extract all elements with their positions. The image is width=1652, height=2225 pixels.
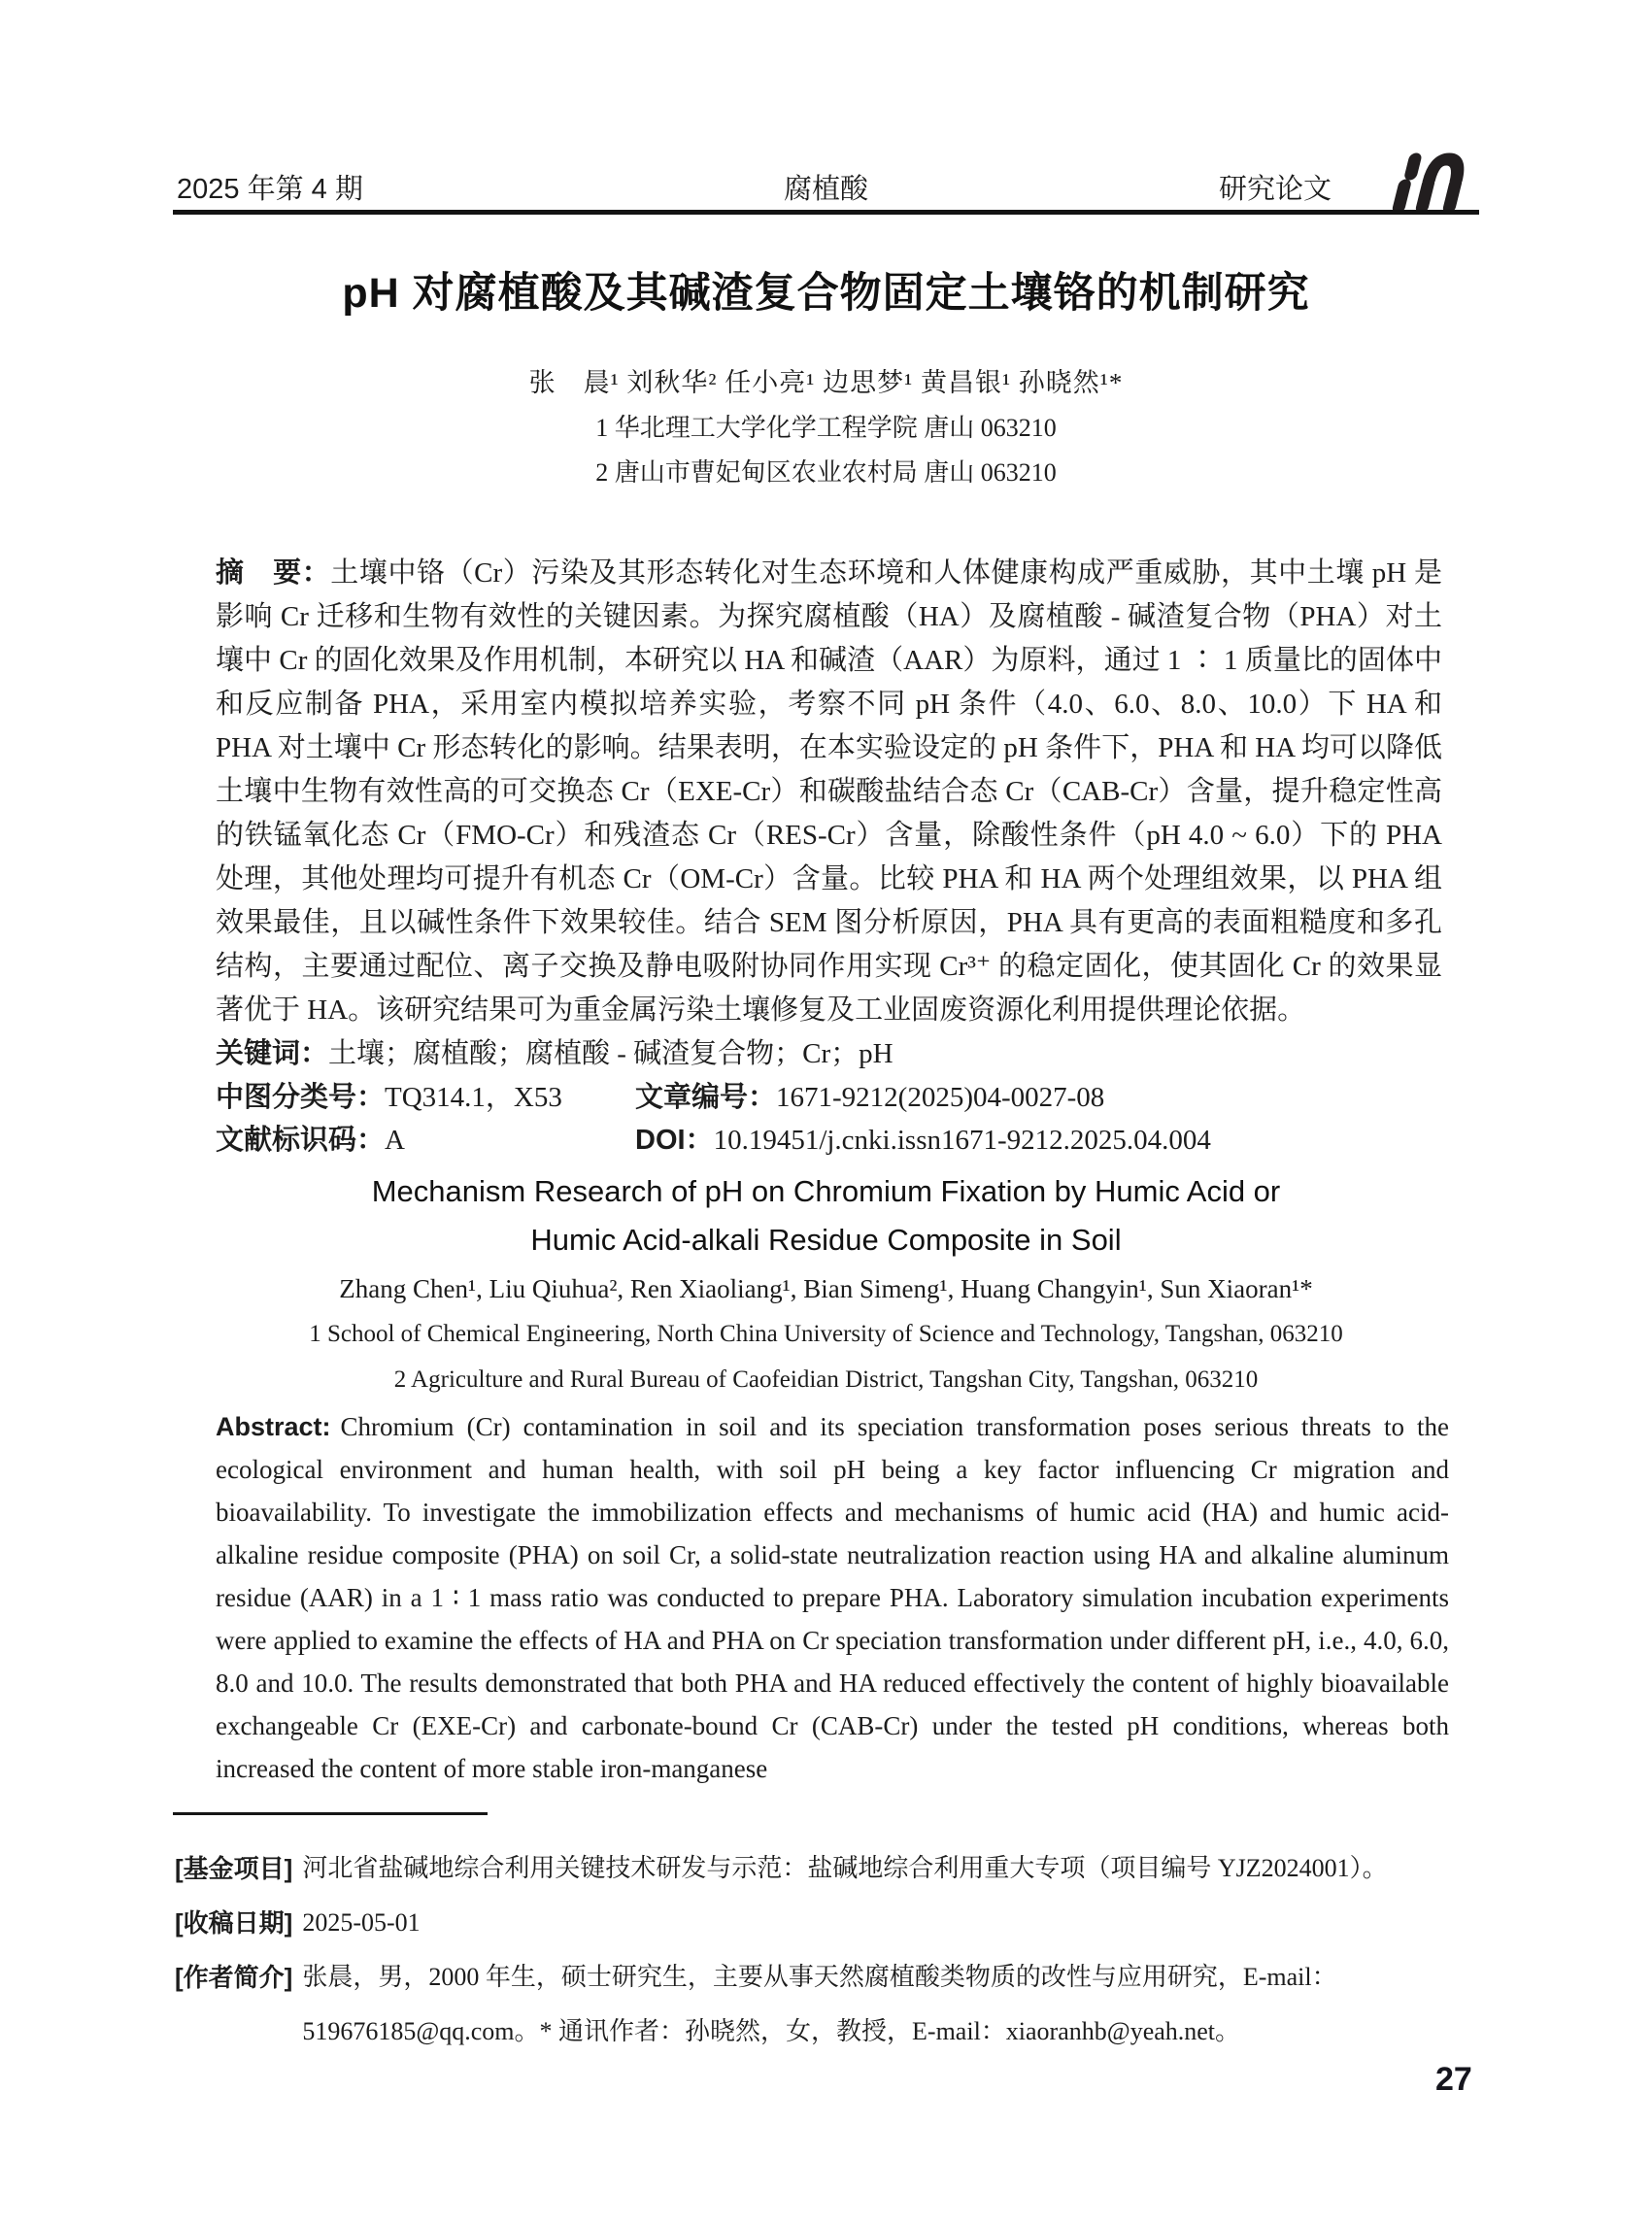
footnote-received-text: 2025-05-01 <box>302 1908 421 1937</box>
abstract-cn-label: 摘 要： <box>216 557 331 589</box>
footnote-fund <box>175 1841 1506 1896</box>
clc-value: TQ314.1，X53 <box>385 1082 562 1113</box>
doc-code-field <box>216 1119 635 1162</box>
paper-title-en-line1: Mechanism Research of pH on Chromium Fixation by Humic Acid or <box>371 1174 1281 1208</box>
header-rule <box>173 210 1479 215</box>
authors-cn: 张 晨¹ 刘秋华² 任小亮¹ 边思梦¹ 黄昌银¹ 孙晓然¹* <box>528 368 1124 397</box>
affiliation-en-1: 1 School of Chemical Engineering, North China University of Science and Technology, Tangshan, 063210 <box>309 1321 1343 1347</box>
paper-title-en-line2: Humic Acid-alkali Residue Composite in Soil <box>530 1223 1122 1257</box>
clc-article-no-line <box>216 1076 1652 1119</box>
doi-value: 10.19451/j.cnki.issn1671-9212.2025.04.004 <box>713 1125 1211 1156</box>
doc-code-label: 文献标识码： <box>216 1125 386 1156</box>
doi-label: DOI： <box>635 1125 714 1156</box>
footnote-fund-label: [基金项目] <box>175 1854 293 1883</box>
abstract-en-label: Abstract: <box>216 1412 331 1441</box>
article-no-value: 1671-9212(2025)04-0027-08 <box>776 1082 1105 1113</box>
keywords-label: 关键词： <box>216 1038 329 1069</box>
footnote-author-bio <box>175 1950 1506 2059</box>
keywords-text: 土壤；腐植酸；腐植酸 - 碱渣复合物；Cr；pH <box>328 1038 893 1069</box>
journal-logo-icon <box>1388 151 1479 213</box>
keywords-line <box>216 1032 1652 1076</box>
paper-title-cn: pH 对腐植酸及其碱渣复合物固定土壤铬的机制研究 <box>342 270 1310 317</box>
header-journal-name: 腐植酸 <box>783 174 868 205</box>
footnote-bio-label: [作者简介] <box>175 1963 293 1992</box>
article-no-label: 文章编号： <box>635 1082 777 1113</box>
footnote-separator-rule <box>173 1812 488 1815</box>
abstract-en-text: Chromium (Cr) contamination in soil and its speciation transformation poses serious threats to the ecological environment and human health, with soil pH being a key factor influencing Cr migration and bioavailability. To investigate the immobilization effects and mechanisms of humic acid (HA) and humic acid-alkaline residue composite (PHA) on soil Cr, a solid-state neutralization reaction using HA and alkaline aluminum residue (AAR) in a 1 ∶ 1 mass ratio was conducted to prepare PHA. Laboratory simulation incubation experiments were applied to examine the effects of HA and PHA on Cr speciation transformation under different pH, i.e., 4.0, 6.0, 8.0 and 10.0. The results demonstrated that both PHA and HA reduced effectively the content of highly bioavailable exchangeable Cr (EXE-Cr) and carbonate-bound Cr (CAB-Cr) under the tested pH conditions, whereas both increased the content of more stable iron-manganese <box>216 1412 1449 1783</box>
clc-label: 中图分类号： <box>216 1082 386 1113</box>
doc-code-value: A <box>385 1125 405 1156</box>
footnote-received-date <box>175 1896 1506 1950</box>
affiliation-cn-1: 1 华北理工大学化学工程学院 唐山 063210 <box>595 414 1057 442</box>
footnotes <box>175 1841 1506 2059</box>
footnote-received-label: [收稿日期] <box>175 1908 293 1938</box>
abstract-en <box>216 1405 1449 1790</box>
footnote-fund-text: 河北省盐碱地综合利用关键技术研发与示范：盐碱地综合利用重大专项（项目编号 YJZ2024001）。 <box>302 1854 1388 1882</box>
clc-field <box>216 1076 635 1119</box>
authors-en: Zhang Chen¹, Liu Qiuhua², Ren Xiaoliang¹, Bian Simeng¹, Huang Changyin¹, Sun Xiaoran¹* <box>339 1274 1313 1303</box>
page-number: 27 <box>1435 2061 1472 2098</box>
header-section-label: 研究论文 <box>1219 174 1332 205</box>
header-issue: 2025 年第 4 期 <box>177 174 363 205</box>
affiliation-cn-2: 2 唐山市曹妃甸区农业农村局 唐山 063210 <box>595 458 1057 487</box>
abstract-cn <box>216 552 1442 1032</box>
doc-code-doi-line <box>216 1119 1652 1162</box>
front-matter <box>0 552 1652 1790</box>
affiliation-en-2: 2 Agriculture and Rural Bureau of Caofeidian District, Tangshan City, Tangshan, 063210 <box>393 1366 1259 1393</box>
footnote-bio-text: 张晨，男，2000 年生，硕士研究生，主要从事天然腐植酸类物质的改性与应用研究，E-mail：519676185@qq.com。* 通讯作者：孙晓然，女，教授，E-mail：xiaoranhb@yeah.net。 <box>302 1963 1337 2045</box>
abstract-cn-text: 土壤中铬（Cr）污染及其形态转化对生态环境和人体健康构成严重威胁，其中土壤 pH 是影响 Cr 迁移和生物有效性的关键因素。为探究腐植酸（HA）及腐植酸 - 碱渣复合物（PHA）对土壤中 Cr 的固化效果及作用机制，本研究以 HA 和碱渣（AAR）为原料，通过 1 ∶ 1 质量比的固体中和反应制备 PHA，采用室内模拟培养实验，考察不同 pH 条件（4.0、6.0、8.0、10.0）下 HA 和 PHA 对土壤中 Cr 形态转化的影响。结果表明，在本实验设定的 pH 条件下，PHA 和 HA 均可以降低土壤中生物有效性高的可交换态 Cr（EXE-Cr）和碳酸盐结合态 Cr（CAB-Cr）含量，提升稳定性高的铁锰氧化态 Cr（FMO-Cr）和残渣态 Cr（RES-Cr）含量，除酸性条件（pH 4.0 ~ 6.0）下的 PHA 处理，其他处理均可提升有机态 Cr（OM-Cr）含量。比较 PHA 和 HA 两个处理组效果，以 PHA 组效果最佳，且以碱性条件下效果较佳。结合 SEM 图分析原因，PHA 具有更高的表面粗糙度和多孔结构，主要通过配位、离子交换及静电吸附协同作用实现 Cr³⁺ 的稳定固化，使其固化 Cr 的效果显著优于 HA。该研究结果可为重金属污染土壤修复及工业固废资源化利用提供理论依据。 <box>216 557 1442 1026</box>
